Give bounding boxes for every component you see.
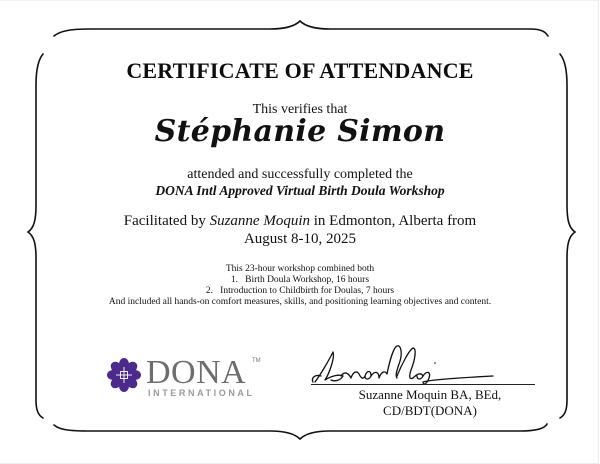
workshop-dates: August 8-10, 2025 — [243, 231, 357, 247]
logo-international-text: INTERNATIONAL — [148, 388, 255, 398]
logo-dona-text: DONA — [146, 354, 247, 391]
intro-text: This verifies that — [252, 102, 348, 117]
course-name: DONA Intl Approved Virtual Birth Doula Workshop — [155, 183, 445, 198]
dona-international-logo — [104, 355, 274, 400]
signature-line — [311, 384, 535, 385]
workshop-item: 1. Birth Doula Workshop, 16 hours — [230, 275, 370, 285]
completion-text: attended and successfully completed the — [187, 167, 413, 182]
trademark-mark: TM — [252, 358, 261, 364]
signature-block — [305, 340, 545, 420]
signer-name: Suzanne Moquin BA, BEd, — [358, 387, 502, 402]
flower-icon — [106, 357, 142, 393]
workshop-closing: And included all hands-on comfort measures, skills, and positioning learning objectives and content. — [108, 297, 492, 307]
signer-credentials — [305, 387, 555, 419]
facilitation-text — [0, 212, 600, 248]
facilitation-prefix: Facilitated by — [123, 213, 210, 229]
signer-title: CD/BDT(DONA) — [383, 403, 477, 418]
certificate-title: CERTIFICATE OF ATTENDANCE — [126, 58, 474, 83]
facilitation-location: in Edmonton, Alberta from — [310, 213, 477, 229]
workshop-summary: This 23-hour workshop combined both — [225, 264, 375, 274]
handwritten-signature — [305, 340, 545, 390]
workshop-item: 2. Introduction to Childbirth for Doulas, 7 hours — [205, 286, 395, 296]
facilitator-name: Suzanne Moquin — [209, 213, 310, 229]
recipient-name: Stéphanie Simon — [154, 114, 446, 149]
